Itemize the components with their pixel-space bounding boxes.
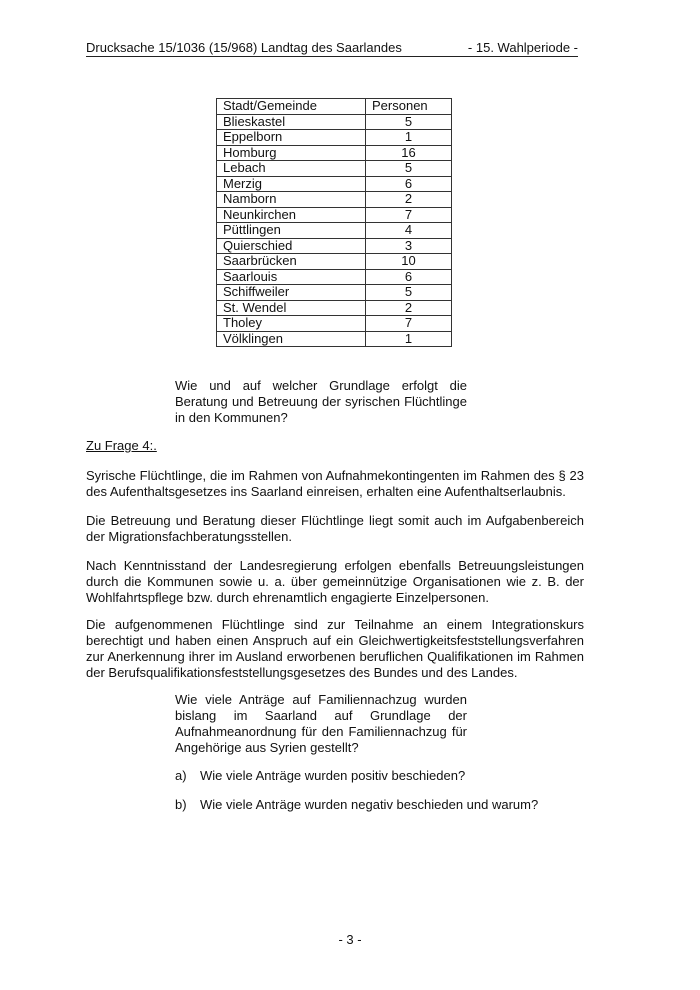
municipality-cell: Völklingen — [217, 331, 366, 347]
legislative-period: - 15. Wahlperiode - — [467, 40, 578, 55]
persons-cell: 5 — [366, 161, 452, 177]
document-reference: Drucksache 15/1036 (15/968) Landtag des Saarlandes — [86, 40, 402, 55]
subquestion-marker: a) — [175, 768, 187, 783]
municipality-cell: Püttlingen — [217, 223, 366, 239]
table-row — [217, 130, 452, 146]
persons-cell: 6 — [366, 176, 452, 192]
municipality-cell: Saarlouis — [217, 269, 366, 285]
table-row — [217, 238, 452, 254]
table-row — [217, 192, 452, 208]
table-row — [217, 285, 452, 301]
municipality-cell: Neunkirchen — [217, 207, 366, 223]
persons-cell: 7 — [366, 316, 452, 332]
table-row — [217, 223, 452, 239]
persons-cell: 5 — [366, 114, 452, 130]
answer-paragraph-1: Syrische Flüchtlinge, die im Rahmen von Aufnahmekontingenten im Rahmen des § 23 des Aufenthaltsgesetzes ins Saarland einreisen, erhalten eine Aufenthaltserlaubnis. — [86, 468, 584, 499]
municipality-cell: Blieskastel — [217, 114, 366, 130]
table-header-row — [217, 99, 452, 115]
table-row — [217, 161, 452, 177]
table-row — [217, 300, 452, 316]
municipality-cell: Homburg — [217, 145, 366, 161]
municipality-cell: Quierschied — [217, 238, 366, 254]
municipality-cell: Merzig — [217, 176, 366, 192]
table-row — [217, 316, 452, 332]
persons-cell: 4 — [366, 223, 452, 239]
municipality-cell: Schiffweiler — [217, 285, 366, 301]
persons-cell: 5 — [366, 285, 452, 301]
municipality-cell: Eppelborn — [217, 130, 366, 146]
question-5-text: Wie viele Anträge auf Familiennachzug wurden bislang im Saarland auf Grundlage der Aufnahmeanordnung für den Familiennachzug für Angehörige aus Syrien gestellt? — [175, 692, 467, 755]
persons-cell: 1 — [366, 130, 452, 146]
table-row — [217, 254, 452, 270]
answer-heading: Zu Frage 4:. — [86, 438, 157, 453]
municipality-cell: Namborn — [217, 192, 366, 208]
subquestion-marker: b) — [175, 797, 187, 812]
persons-cell: 16 — [366, 145, 452, 161]
table-row — [217, 207, 452, 223]
persons-cell: 2 — [366, 192, 452, 208]
municipality-cell: Tholey — [217, 316, 366, 332]
table-row — [217, 114, 452, 130]
municipality-cell: St. Wendel — [217, 300, 366, 316]
persons-cell: 10 — [366, 254, 452, 270]
answer-paragraph-2: Die Betreuung und Beratung dieser Flüchtlinge liegt somit auch im Aufgabenbereich der Migrationsfachberatungsstellen. — [86, 513, 584, 544]
answer-paragraph-4: Die aufgenommenen Flüchtlinge sind zur Teilnahme an einem Integrationskurs berechtigt und haben einen Anspruch auf ein Gleichwertigkeitsfeststellungsverfahren zur Anerkennung ihrer im Ausland erworbenen beruflichen Qualifikationen im Rahmen der Berufsqualifikationsfeststellungsgesetzes des Bundes und des Landes. — [86, 617, 584, 680]
table-row — [217, 176, 452, 192]
persons-cell: 6 — [366, 269, 452, 285]
persons-cell: 2 — [366, 300, 452, 316]
persons-cell: 1 — [366, 331, 452, 347]
municipality-cell: Saarbrücken — [217, 254, 366, 270]
page-number: - 3 - — [338, 932, 362, 947]
persons-cell: 7 — [366, 207, 452, 223]
municipality-cell: Lebach — [217, 161, 366, 177]
question-3-text: Wie und auf welcher Grundlage erfolgt die Beratung und Betreuung der syrischen Flüchtlinge in den Kommunen? — [175, 378, 467, 425]
subquestion-text: Wie viele Anträge wurden negativ beschieden und warum? — [200, 797, 539, 812]
answer-paragraph-3: Nach Kenntnisstand der Landesregierung erfolgen ebenfalls Betreuungsleistungen durch die Kommunen sowie u. a. über gemeinnützige Organisationen wie z. B. der Wohlfahrtspflege bzw. durch ehrenamtlich engagierte Einzelpersonen. — [86, 558, 584, 605]
subquestion-text: Wie viele Anträge wurden positiv beschieden? — [200, 768, 466, 783]
column-header-municipality: Stadt/Gemeinde — [217, 99, 366, 115]
table-row — [217, 331, 452, 347]
column-header-persons: Personen — [366, 99, 452, 115]
municipality-table — [216, 98, 452, 347]
page-header — [86, 38, 578, 57]
table-row — [217, 269, 452, 285]
table-row — [217, 145, 452, 161]
persons-cell: 3 — [366, 238, 452, 254]
